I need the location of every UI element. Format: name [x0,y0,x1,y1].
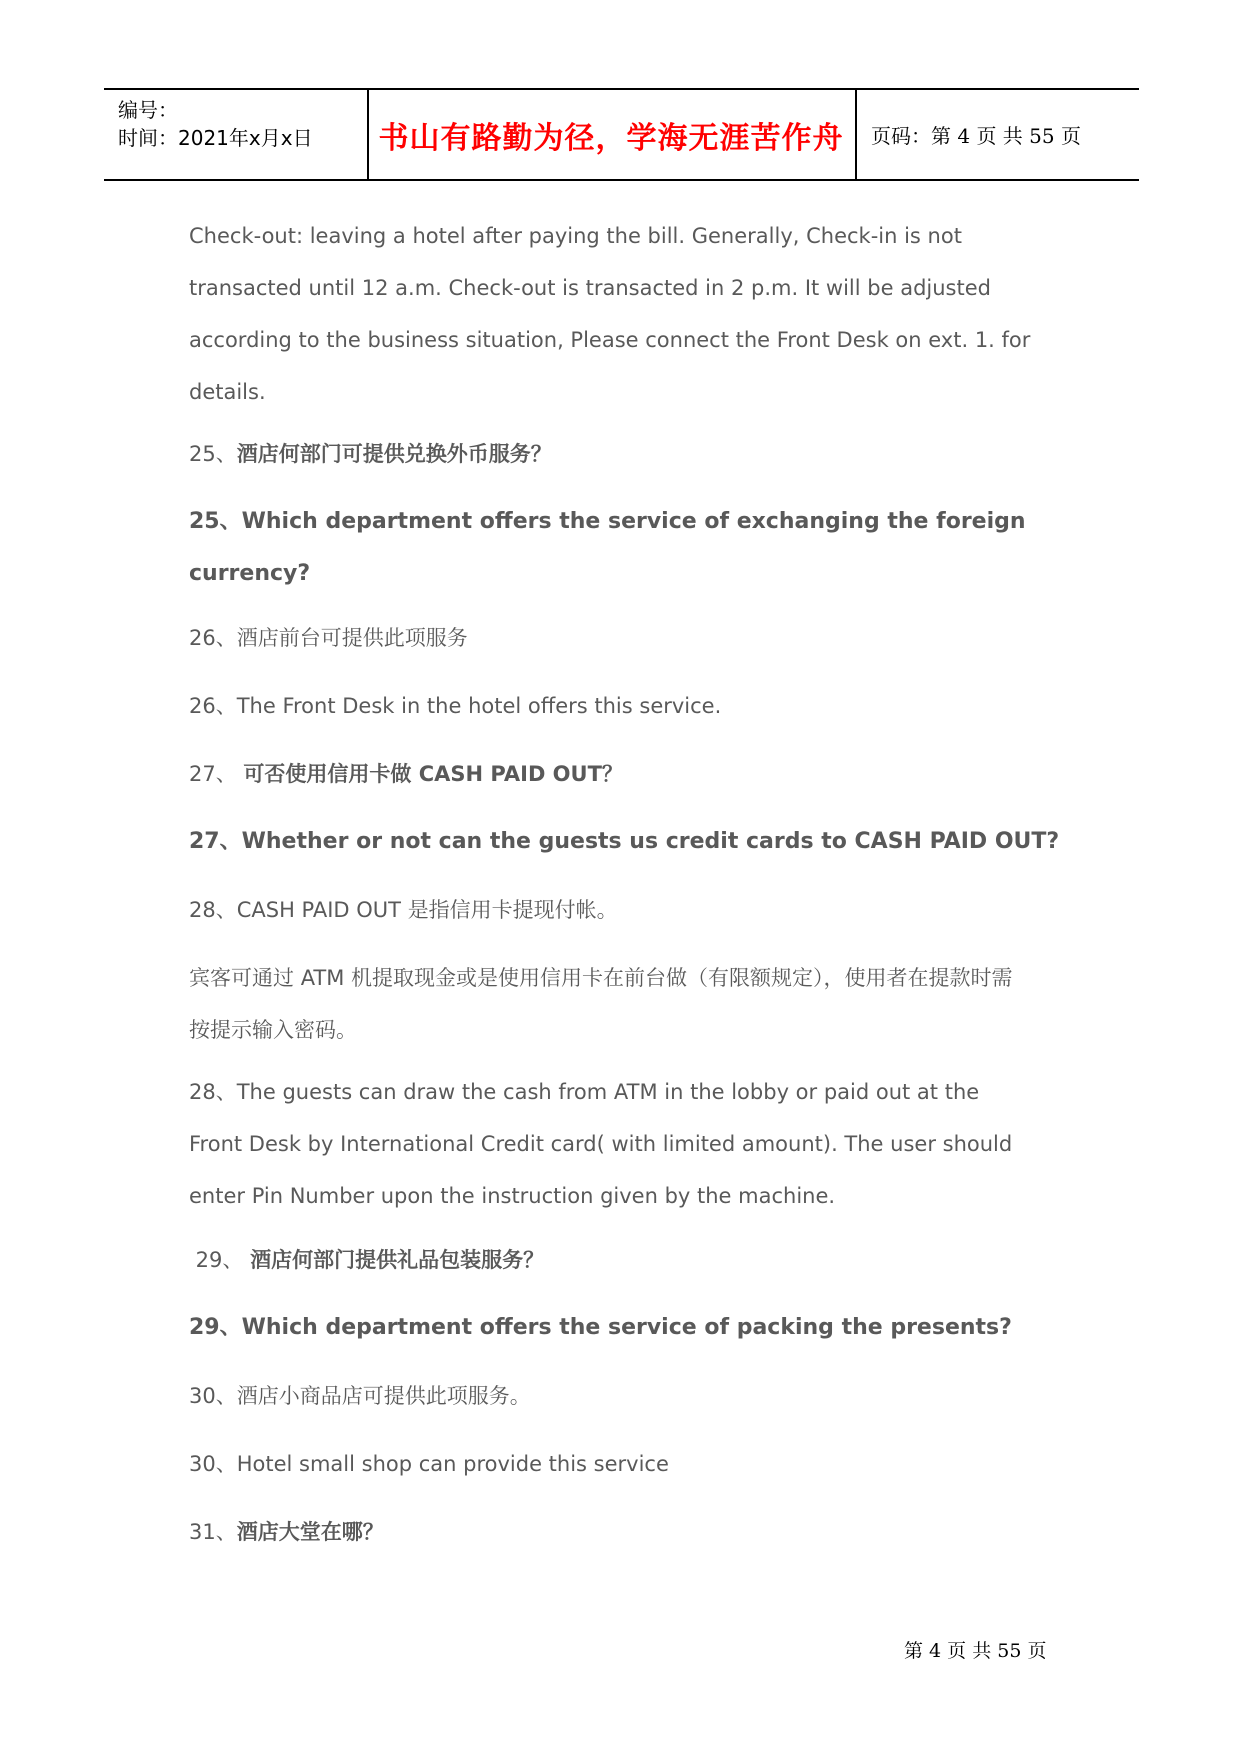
answer-30-zh: 30、酒店小商品店可提供此项服务。 [189,1384,531,1408]
checkout-line: details. [189,380,266,404]
question-25-zh: 25、酒店何部门可提供兑换外币服务？ [189,441,552,466]
answer-28-zh-detail: 宾客可通过 ATM 机提取现金或是使用信用卡在前台做（有限额规定），使用者在提款时需 按提示输入密码。 [189,966,1013,1042]
document-body [189,210,1059,1574]
checkout-line: according to the business situation, Please connect the Front Desk on ext. 1. for [189,328,1031,352]
answer-26-en: 26、The Front Desk in the hotel offers this service. [189,694,722,718]
header-table [104,88,1139,181]
question-27-zh: 27、 可否使用信用卡做 CASH PAID OUT？ [189,761,623,786]
answer-26-zh: 26、酒店前台可提供此项服务 [189,626,468,650]
header-motto-cell [367,90,857,179]
question-29-zh: 29、 酒店何部门提供礼品包装服务？ [189,1247,545,1272]
motto-text: 书山有路勤为径，学海无涯苦作舟 [378,120,844,156]
question-29-en: 29、Which department offers the service of packing the presents? [189,1315,1012,1340]
checkout-paragraph [189,210,1059,418]
header-page-cell [857,90,1139,179]
header-left-cell [104,90,369,179]
checkout-line: Check-out: leaving a hotel after paying the bill. Generally, Check-in is not [189,224,962,248]
answer-28-en: 28、The guests can draw the cash from ATM in the lobby or paid out at the Front Desk by International Credit card( with limited amount). The user should enter Pin Number upon the instruction given by the machine. [189,1080,1013,1208]
question-31-zh: 31、酒店大堂在哪？ [189,1519,384,1544]
answer-30-en: 30、Hotel small shop can provide this service [189,1452,669,1476]
question-25-en: 25、Which department offers the service of exchanging the foreign currency? [189,509,1026,586]
question-27-en: 27、Whether or not can the guests us credit cards to CASH PAID OUT? [189,829,1060,854]
page-footer: 第 4 页 共 55 页 [904,1640,1047,1662]
document-number-label: 编号： [118,98,178,122]
document-time-label: 时间：2021年x月x日 [118,126,313,150]
page-code-text: 页码：第 4 页 共 55 页 [871,124,1081,148]
checkout-line: transacted until 12 a.m. Check-out is transacted in 2 p.m. It will be adjusted [189,276,991,300]
answer-28-zh: 28、CASH PAID OUT 是指信用卡提现付帐。 [189,898,618,922]
